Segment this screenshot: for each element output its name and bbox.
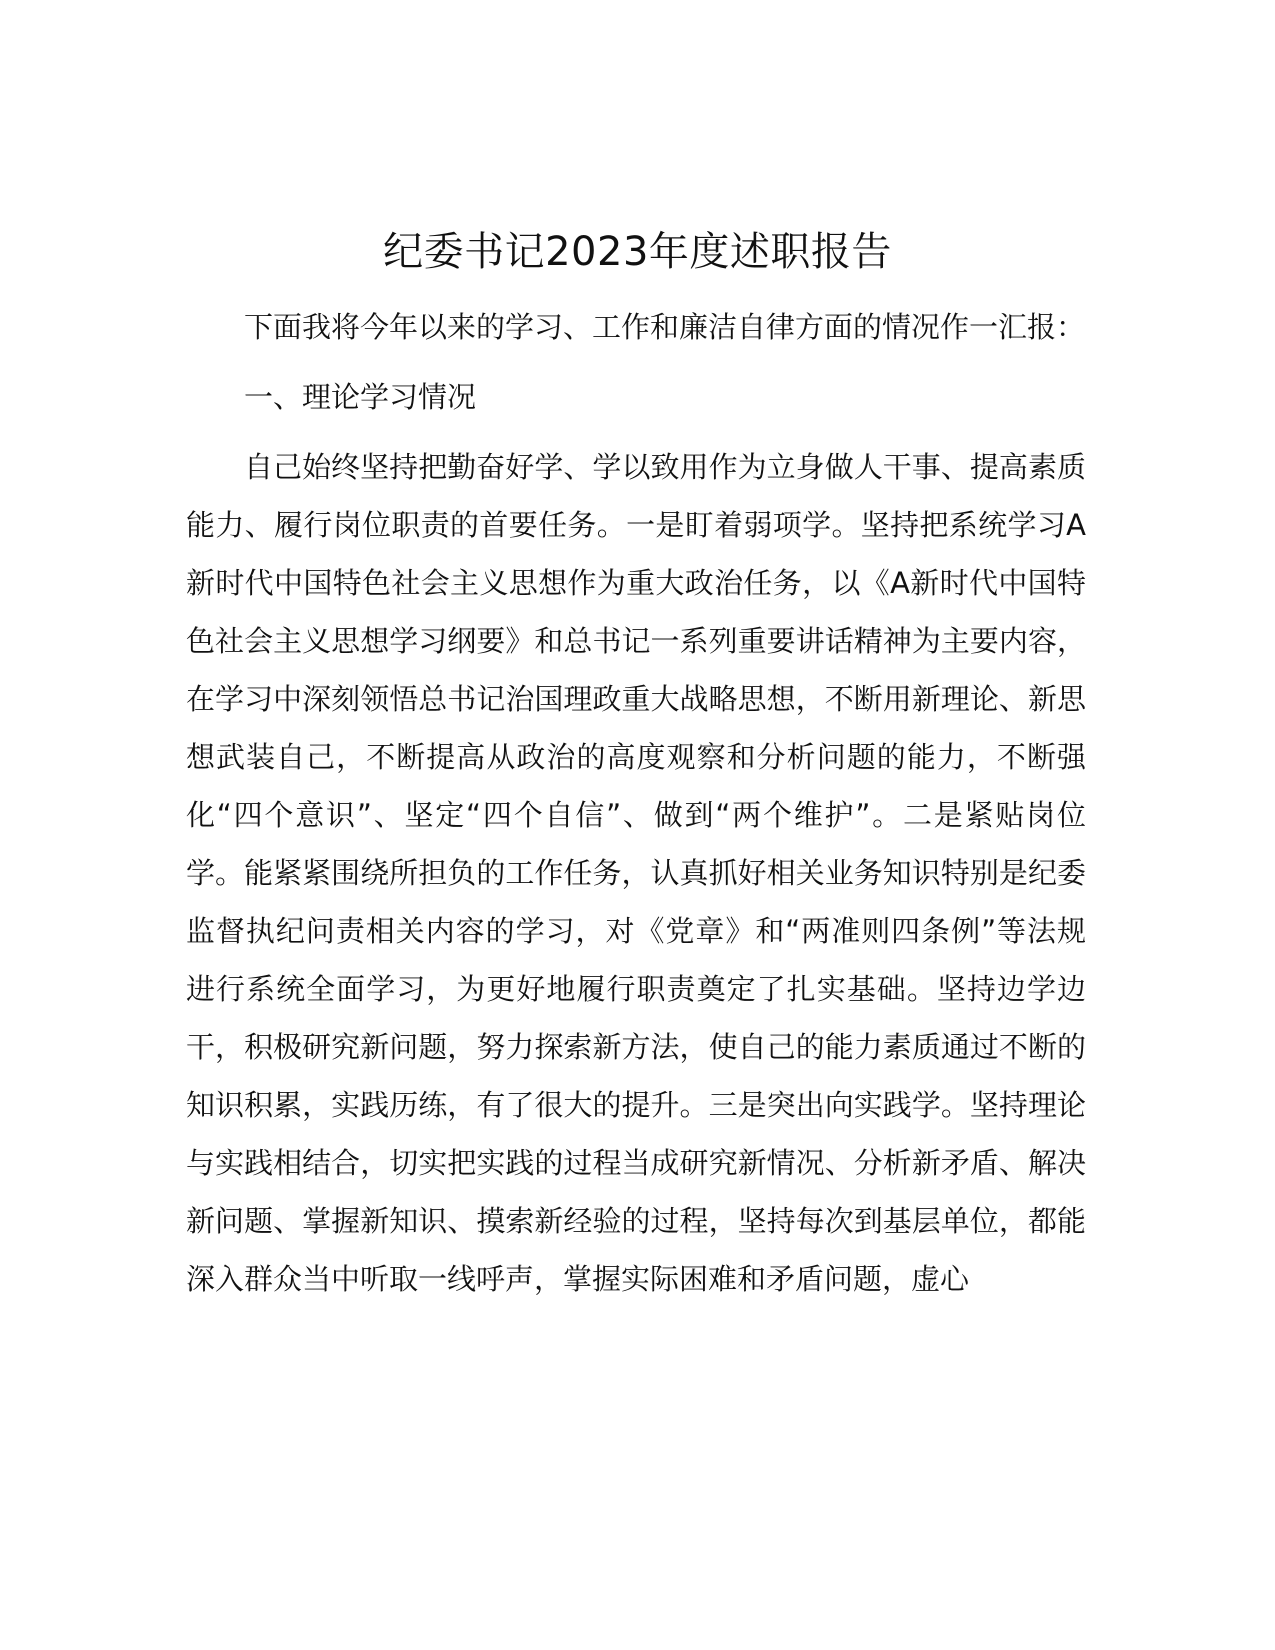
body-paragraph: 自己始终坚持把勤奋好学、学以致用作为立身做人干事、提高素质能力、履行岗位职责的首要任务。一是盯着弱项学。坚持把系统学习A新时代中国特色社会主义思想作为重大政治任务，以《A新时代中国特色社会主义思想学习纲要》和总书记一系列重要讲话精神为主要内容，在学习中深刻领悟总书记治国理政重大战略思想，不断用新理论、新思想武装自己，不断提高从政治的高度观察和分析问题的能力，不断强化“四个意识”、坚定“四个自信”、做到“两个维护”。二是紧贴岗位学。能紧紧围绕所担负的工作任务，认真抓好相关业务知识特别是纪委监督执纪问责相关内容的学习，对《党章》和“两准则四条例”等法规进行系统全面学习，为更好地履行职责奠定了扎实基础。坚持边学边干，积极研究新问题，努力探索新方法，使自己的能力素质通过不断的知识积累，实践历练，有了很大的提升。三是突出向实践学。坚持理论与实践相结合，切实把实践的过程当成研究新情况、分析新矛盾、解决新问题、掌握新知识、摸索新经验的过程，坚持每次到基层单位，都能深入群众当中听取一线呼声，掌握实际困难和矛盾问题，虚心	[186, 450, 1086, 1296]
intro-paragraph: 下面我将今年以来的学习、工作和廉洁自律方面的情况作一汇报：	[244, 310, 1086, 344]
document-body	[186, 298, 1086, 1308]
section-heading: 一、理论学习情况	[244, 380, 477, 414]
document-title: 纪委书记2023年度述职报告	[383, 229, 892, 275]
